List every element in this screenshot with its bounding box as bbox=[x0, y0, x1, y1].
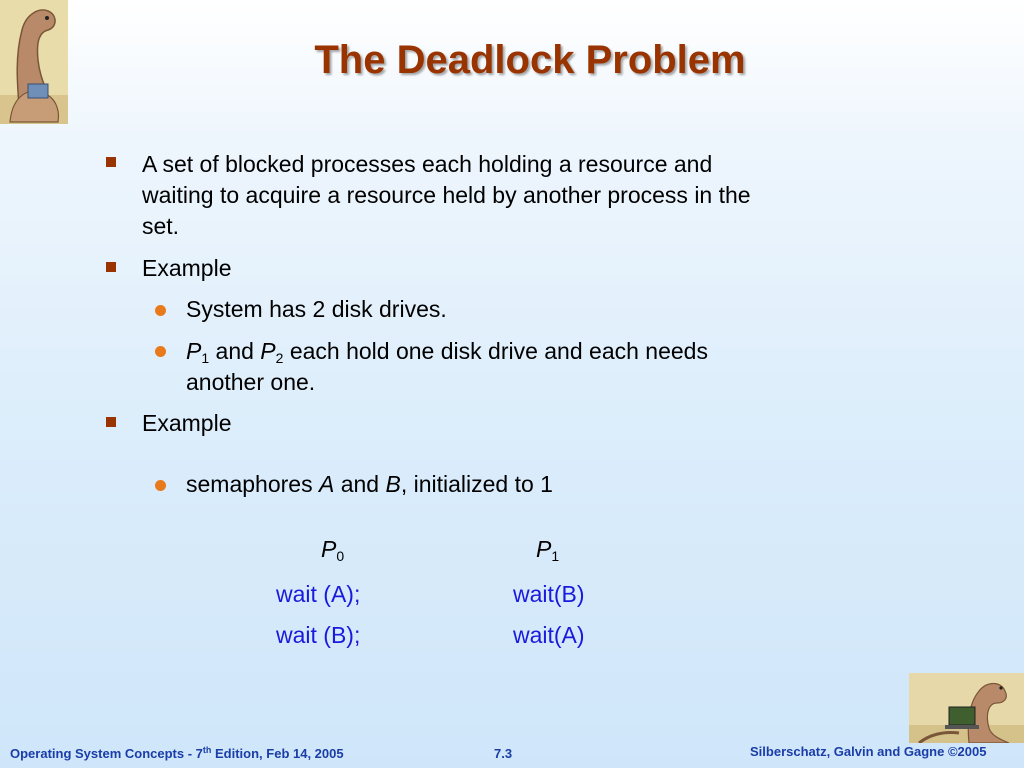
semaphore-a: A bbox=[318, 471, 335, 497]
bullet-2-sub-2-rest: each hold one disk drive and each needs bbox=[283, 338, 708, 364]
footer-page-number: 7.3 bbox=[494, 746, 513, 761]
footer-right: Silberschatz, Galvin and Gagne ©2005 bbox=[750, 744, 987, 759]
footer-left bbox=[10, 746, 344, 761]
bullet-2-sub-2-line-1 bbox=[186, 336, 708, 367]
process-p2-subscript: 2 bbox=[275, 350, 284, 366]
process-p1-subscript: 1 bbox=[201, 350, 210, 366]
process-p2-label: P bbox=[260, 338, 276, 364]
bullet-dot-icon bbox=[155, 480, 166, 491]
process-p0-letter: P bbox=[321, 536, 337, 562]
process-p1-label: P bbox=[186, 338, 202, 364]
process-p0-header bbox=[321, 536, 344, 563]
and-text: and bbox=[334, 471, 386, 497]
p0-code-line-2: wait (B); bbox=[276, 622, 361, 648]
bullet-3-text: Example bbox=[142, 410, 232, 436]
slide-title: The Deadlock Problem bbox=[314, 38, 746, 82]
semaphores-text: semaphores bbox=[186, 471, 319, 497]
dinosaur-logo-bottom bbox=[909, 673, 1024, 743]
p1-code-line-1: wait(B) bbox=[513, 581, 585, 607]
and-text: and bbox=[209, 338, 261, 364]
process-p1-header bbox=[536, 536, 559, 563]
bullet-dot-icon bbox=[155, 305, 166, 316]
bullet-dot-icon bbox=[155, 346, 166, 357]
bullet-1-line-3: set. bbox=[142, 213, 180, 239]
process-p0-subscript: 0 bbox=[336, 548, 345, 564]
bullet-2-sub-2-line-2: another one. bbox=[186, 369, 316, 395]
bullet-2-text: Example bbox=[142, 255, 232, 281]
p0-code-line-1: wait (A); bbox=[276, 581, 361, 607]
dinosaur-laptop-icon bbox=[909, 673, 1024, 743]
process-p1-subscript: 1 bbox=[551, 548, 560, 564]
bullet-1-line-1: A set of blocked processes each holding a resource and bbox=[142, 151, 713, 177]
footer-left-pre: Operating System Concepts - 7 bbox=[10, 746, 203, 761]
process-p1-letter: P bbox=[536, 536, 552, 562]
bullet-square-icon bbox=[106, 417, 116, 427]
footer-left-sup: th bbox=[202, 745, 212, 755]
bullet-1-line-2: waiting to acquire a resource held by another process in the bbox=[142, 182, 751, 208]
bullet-3-sub-1 bbox=[186, 469, 553, 500]
bullet-square-icon bbox=[106, 157, 116, 167]
bullet-2-sub-1: System has 2 disk drives. bbox=[186, 296, 447, 322]
p1-code-line-2: wait(A) bbox=[513, 622, 585, 648]
footer-left-post: Edition, Feb 14, 2005 bbox=[211, 746, 344, 761]
initialized-text: , initialized to 1 bbox=[400, 471, 553, 497]
semaphore-b: B bbox=[385, 471, 401, 497]
bullet-square-icon bbox=[106, 262, 116, 272]
